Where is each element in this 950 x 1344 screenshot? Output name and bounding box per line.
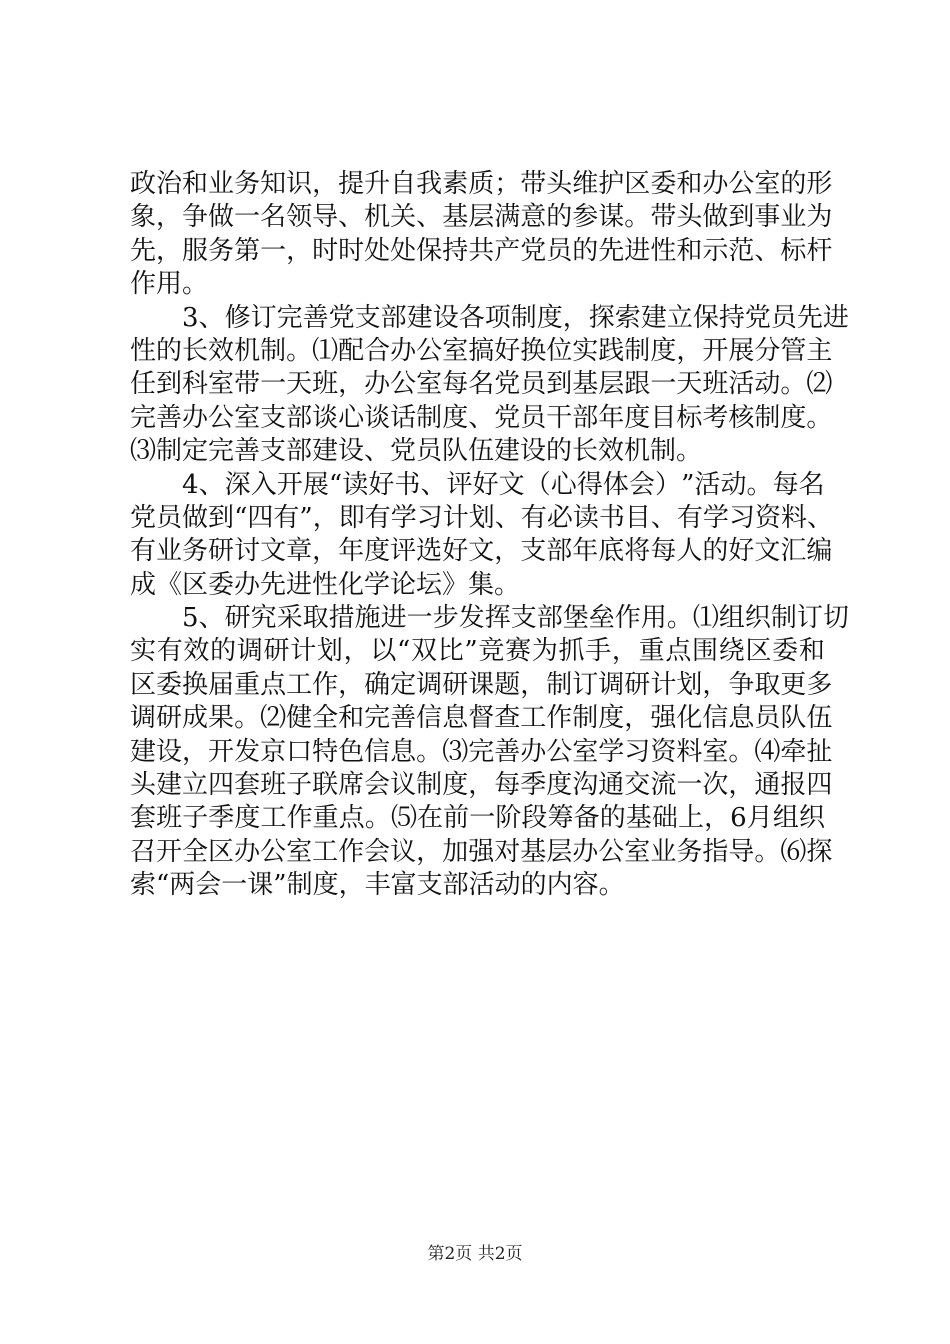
text-line: 3 、 修 订 完 善 党 支 部 建 设 各 项 制 度 ， 探 索 建 立 保 持 党 员 先 进 (182, 302, 849, 333)
text-line: 成《区委办先进性化学论坛》集。 (130, 569, 521, 600)
text-line: 区 委 换 届 重 点 工 作 ， 确 定 调 研 课 题 ， 制 订 调 研 计 划 ， 争 取 更 多 (130, 669, 833, 700)
document-body (130, 168, 849, 903)
text-line: 先 ， 服 务 第 一 ， 时 时 处 处 保 持 共 产 党 员 的 先 进 性 和 示 范 、 标 杆 (130, 235, 833, 266)
text-line: 有 业 务 研 讨 文 章 ， 年 度 评 选 好 文 ， 支 部 年 底 将 每 人 的 好 文 汇 编 (130, 536, 833, 567)
text-line: 套 班 子 季 度 工 作 重 点 。 ⑸ 在 前 一 阶 段 筹 备 的 基 础 上 ， 6 月 组 织 (130, 803, 825, 834)
text-line: 党 员 做 到 “ 四 有 ” ， 即 有 学 习 计 划 、 有 必 读 书 目 、 有 学 习 资 料 、 (130, 502, 833, 533)
text-line: 5 、 研 究 采 取 措 施 进 一 步 发 挥 支 部 堡 垒 作 用 。 ⑴ 组 织 制 订 切 (182, 603, 849, 634)
text-line: 象 ， 争 做 一 名 领 导 、 机 关 、 基 层 满 意 的 参 谋 。 带 头 做 到 事 业 为 (130, 202, 833, 233)
text-line: 实 有 效 的 调 研 计 划 ， 以 “ 双 比 ” 竞 赛 为 抓 手 ， 重 点 围 绕 区 委 和 (130, 636, 825, 667)
text-line: 任 到 科 室 带 一 天 班 ， 办 公 室 每 名 党 员 到 基 层 跟 一 天 班 活 动 。 ⑵ (130, 369, 833, 400)
text-line: 4 、 深 入 开 展 “ 读 好 书 、 评 好 文 （ 心 得 体 会 ） ” 活 动 。 每 名 (182, 469, 825, 500)
text-line: ⑶制定完善支部建设、党员队伍建设的长效机制。 (130, 436, 703, 467)
text-line: 召 开 全 区 办 公 室 工 作 会 议 ， 加 强 对 基 层 办 公 室 业 务 指 导 。 ⑹ 探 (130, 836, 833, 867)
text-line: 性 的 长 效 机 制 。 ⑴ 配 合 办 公 室 搞 好 换 位 实 践 制 度 ， 开 展 分 管 主 (130, 335, 833, 366)
page-number-label: 第2页 共2页 (427, 1244, 523, 1264)
text-line: 调 研 成 果 。 ⑵ 健 全 和 完 善 信 息 督 查 工 作 制 度 ， 强 化 信 息 员 队 伍 (130, 703, 833, 734)
text-line: 作用。 (130, 269, 209, 300)
page-footer (0, 1242, 950, 1266)
text-line: 建 设 ， 开 发 京 口 特 色 信 息 。 ⑶ 完 善 办 公 室 学 习 资 料 室 。 ⑷ 牵 扯 (130, 736, 833, 767)
text-line: 索“两会一课”制度，丰富支部活动的内容。 (130, 870, 625, 901)
text-line: 头 建 立 四 套 班 子 联 席 会 议 制 度 ， 每 季 度 沟 通 交 流 一 次 ， 通 报 四 (130, 770, 833, 801)
text-line: 完 善 办 公 室 支 部 谈 心 谈 话 制 度 、 党 员 干 部 年 度 目 标 考 核 制 度 。 (130, 402, 833, 433)
text-line: 政 治 和 业 务 知 识 ， 提 升 自 我 素 质 ； 带 头 维 护 区 委 和 办 公 室 的 形 (130, 169, 833, 199)
